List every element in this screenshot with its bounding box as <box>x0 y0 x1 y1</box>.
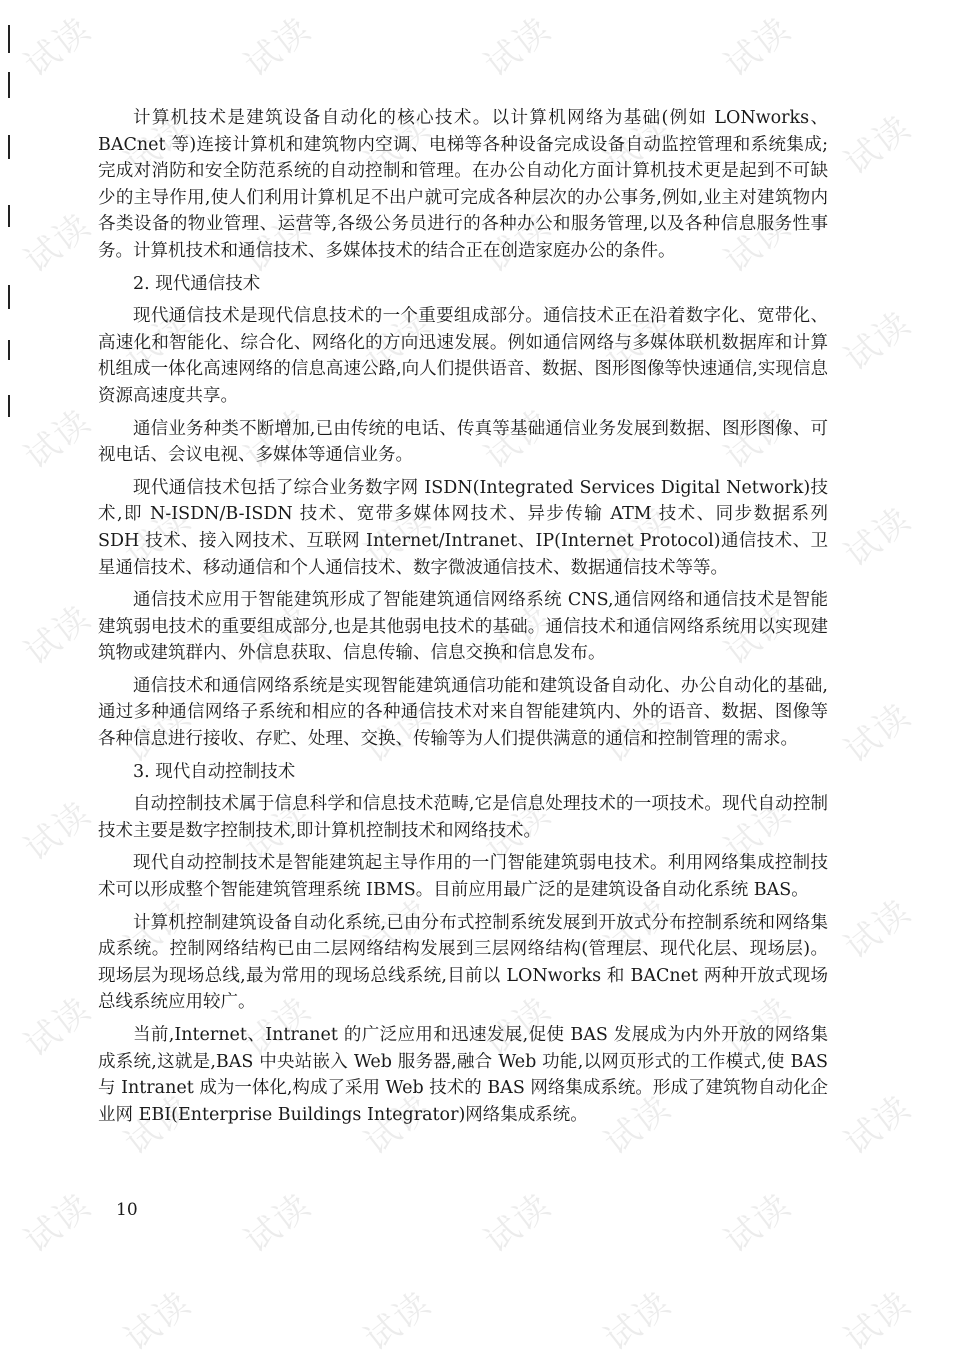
watermark-text: 试读 <box>597 303 679 380</box>
watermark-text: 试读 <box>477 989 559 1066</box>
watermark-text: 试读 <box>477 9 559 86</box>
paragraph: 通信技术和通信网络系统是实现智能建筑通信功能和建筑设备自动化、办公自动化的基础,通过多种通信网络子系统和相应的各种通信技术对来自智能建筑内、外的语音、数据、图像等各种信息进行接收、存贮、处理、交换、传输等为人们提供满意的通信和控制管理的需求。 <box>98 675 828 750</box>
watermark-text: 试读 <box>717 1185 799 1262</box>
watermark-text: 试读 <box>477 401 559 478</box>
watermark-text: 试读 <box>477 793 559 870</box>
watermark-text: 试读 <box>17 793 99 870</box>
watermark-text: 试读 <box>17 597 99 674</box>
paragraph: 现代通信技术包括了综合业务数字网 ISDN(Integrated Services Digital Network)技术,即 N-ISDN/B-ISDN 技术、宽带多媒体网技术、异步传输 ATM 技术、同步数据系列 SDH 技术、接入网技术、互联网 Internet/Intranet、IP(Internet Protocol)通信技术、卫星通信技术、移动通信和个人通信技术、数字微波通信技术、数据通信技术等等。 <box>98 477 828 578</box>
watermark-text: 试读 <box>717 989 799 1066</box>
page-number: 10 <box>116 1200 138 1220</box>
watermark-text: 试读 <box>237 1185 319 1262</box>
watermark-text: 试读 <box>357 695 439 772</box>
watermark-text: 试读 <box>237 793 319 870</box>
watermark-text: 试读 <box>597 499 679 576</box>
watermark-text: 试读 <box>477 205 559 282</box>
watermark-text: 试读 <box>117 1087 199 1164</box>
watermark-text: 试读 <box>237 597 319 674</box>
watermark-text: 试读 <box>17 9 99 86</box>
watermark-text: 试读 <box>717 401 799 478</box>
paragraph: 自动控制技术属于信息科学和信息技术范畴,它是信息处理技术的一项技术。现代自动控制技术主要是数字控制技术,即计算机控制技术和网络技术。 <box>98 794 828 841</box>
watermark-text: 试读 <box>837 107 919 184</box>
watermark-text: 试读 <box>357 891 439 968</box>
watermark-text: 试读 <box>837 303 919 380</box>
paragraph: 通信技术应用于智能建筑形成了智能建筑通信网络系统 CNS,通信网络和通信技术是智能建筑弱电技术的重要组成部分,也是其他弱电技术的基础。通信技术和通信网络系统用以实现建筑物或建筑群内、外信息获取、信息传输、信息交换和信息发布。 <box>98 590 828 664</box>
watermark-text: 试读 <box>477 597 559 674</box>
watermark-text: 试读 <box>357 303 439 380</box>
watermark-text: 试读 <box>597 107 679 184</box>
watermark-text: 试读 <box>17 1185 99 1262</box>
watermark-text: 试读 <box>837 1283 919 1360</box>
paragraph: 通信业务种类不断增加,已由传统的电话、传真等基础通信业务发展到数据、图形图像、可视电话、会议电视、多媒体等通信业务。 <box>98 418 828 466</box>
paragraph: 计算机技术是建筑设备自动化的核心技术。以计算机网络为基础(例如 LONworks、BACnet 等)连接计算机和建筑物内空调、电梯等各种设备完成设备自动监控管理和系统集成;完成对消防和安全防范系统的自动控制和管理。在办公自动化方面计算机技术更是起到不可缺少的主导作用,使人们利用计算机足不出户就可完成各种层次的办公事务,例如,业主对建筑物内各类设备的物业管理、运营等,各级公务员进行的各种办公和服务管理,以及各种信息服务性事务。计算机技术和通信技术、多媒体技术的结合正在创造家庭办公的条件。 <box>98 108 828 261</box>
watermark-text: 试读 <box>357 499 439 576</box>
watermark-text: 试读 <box>117 891 199 968</box>
watermark-text: 试读 <box>597 695 679 772</box>
watermark-text: 试读 <box>837 499 919 576</box>
watermark-text: 试读 <box>17 205 99 282</box>
watermark-text: 试读 <box>837 891 919 968</box>
watermark-text: 试读 <box>237 205 319 282</box>
watermark-text: 试读 <box>837 1087 919 1164</box>
watermark-text: 试读 <box>597 891 679 968</box>
watermark-text: 试读 <box>117 695 199 772</box>
watermark-text: 试读 <box>717 205 799 282</box>
watermark-text: 试读 <box>17 989 99 1066</box>
watermark-text: 试读 <box>357 1283 439 1360</box>
watermark-text: 试读 <box>717 9 799 86</box>
watermark-text: 试读 <box>837 695 919 772</box>
watermark-text: 试读 <box>117 107 199 184</box>
watermark-text: 试读 <box>117 1283 199 1360</box>
watermark-text: 试读 <box>597 1087 679 1164</box>
watermark-text: 试读 <box>597 1283 679 1360</box>
watermark-text: 试读 <box>477 1185 559 1262</box>
paragraph: 现代通信技术是现代信息技术的一个重要组成部分。通信技术正在沿着数字化、宽带化、高速化和智能化、综合化、网络化的方向迅速发展。例如通信网络与多媒体联机数据库和计算机组成一体化高速网络的信息高速公路,向人们提供语音、数据、图形图像等快速通信,实现信息资源高速度共享。 <box>98 306 828 406</box>
watermark-text: 试读 <box>717 597 799 674</box>
watermark-text: 试读 <box>357 107 439 184</box>
watermark-text: 试读 <box>717 793 799 870</box>
section-heading: 3. 现代自动控制技术 <box>133 761 296 782</box>
paragraph: 当前,Internet、Intranet 的广泛应用和迅速发展,促使 BAS 发展成为内外开放的网络集成系统,这就是,BAS 中央站嵌入 Web 服务器,融合 Web 功能,以网页形式的工作模式,使 BAS 与 Intranet 成为一体化,构成了采用 Web 技术的 BAS 网络集成系统。形成了建筑物自动化企业网 EBI(Enterprise Buildings Integrator)网络集成系统。 <box>98 1025 828 1125</box>
watermark-text: 试读 <box>237 9 319 86</box>
watermark-text: 试读 <box>117 303 199 380</box>
watermark-text: 试读 <box>117 499 199 576</box>
watermark-text: 试读 <box>17 401 99 478</box>
watermark-text: 试读 <box>237 401 319 478</box>
paragraph: 现代自动控制技术是智能建筑起主导作用的一门智能建筑弱电技术。利用网络集成控制技术可以形成整个智能建筑管理系统 IBMS。目前应用最广泛的是建筑设备自动化系统 BAS。 <box>98 853 828 901</box>
watermark-text: 试读 <box>357 1087 439 1164</box>
section-heading: 2. 现代通信技术 <box>133 273 261 294</box>
watermark-text: 试读 <box>237 989 319 1066</box>
document-body <box>98 105 828 1128</box>
paragraph: 计算机控制建筑设备自动化系统,已由分布式控制系统发展到开放式分布控制系统和网络集成系统。控制网络结构已由二层网络结构发展到三层网络结构(管理层、现代化层、现场层)。现场层为现场总线,最为常用的现场总线系统,目前以 LONworks 和 BACnet 两种开放式现场总线系统应用较广。 <box>98 912 828 1013</box>
